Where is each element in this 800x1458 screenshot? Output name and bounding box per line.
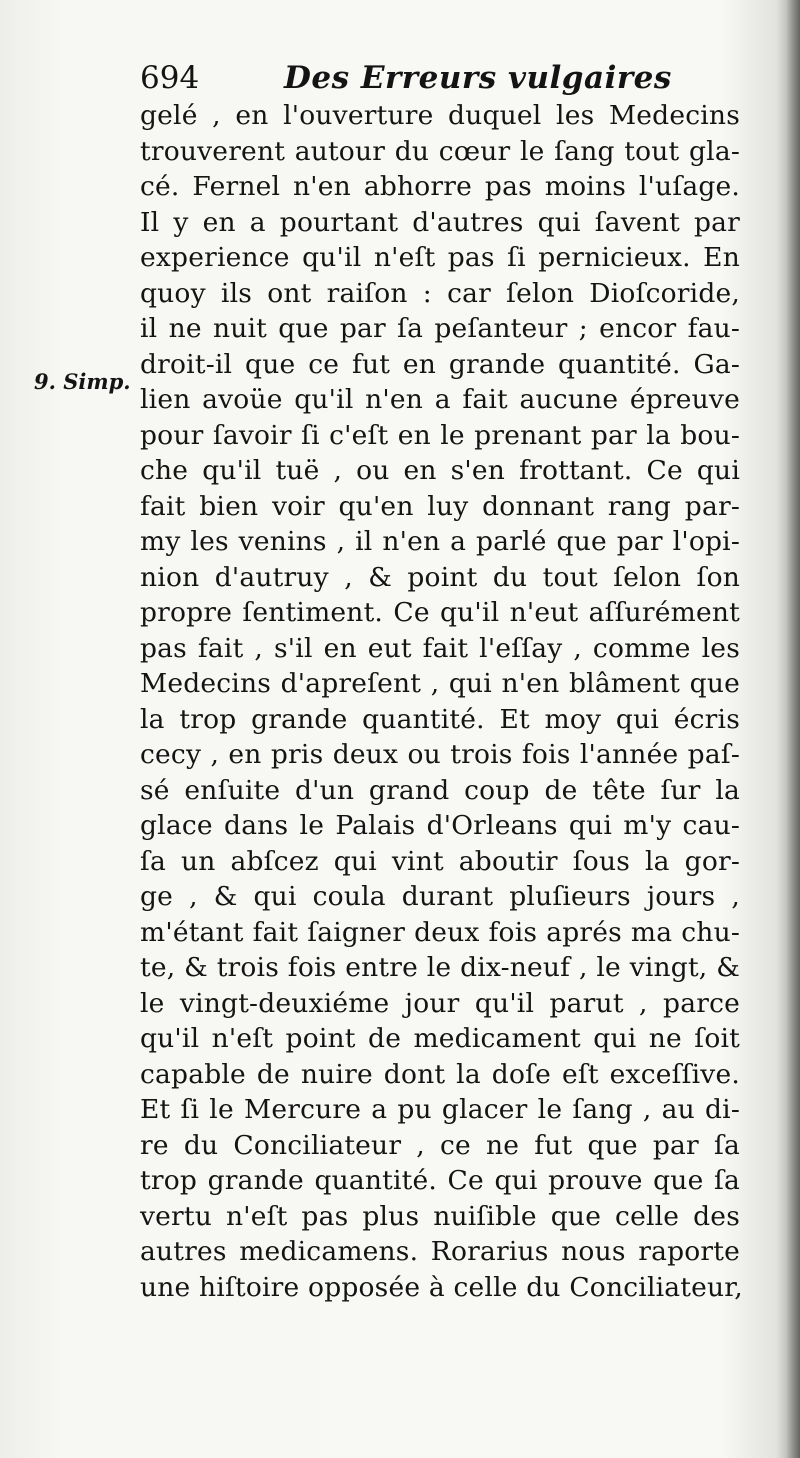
text-line: sé enſuite d'un grand coup de tête ſur la [140,774,740,806]
text-line: Medecins d'apreſent , qui n'en blâment que [140,668,740,699]
text-line: m'étant fait ſaigner deux fois aprés ma chu- [140,916,740,948]
text-line: lien avoüe qu'il n'en a fait aucune épreuve [140,384,740,415]
text-line: droit-il que ce fut en grande quantité. Ga- [140,348,740,380]
text-line: quoy ils ont raiſon : car ſelon Dioſcoride, [140,277,740,309]
body-text [140,98,743,1305]
text-line: la trop grande quantité. Et moy qui écris [140,703,740,735]
text-line: Il y en a pourtant d'autres qui ſavent par [140,206,740,238]
text-line: une hiſtoire opposée à celle du Conciliateur, [140,1271,743,1303]
text-line: my les venins , il n'en a parlé que par l'opi- [140,526,740,557]
text-line: pour ſavoir ſi c'eſt en le prenant par la bou- [140,419,740,451]
text-line: vertu n'eſt pas plus nuiſible que celle des [140,1200,740,1232]
text-line: cecy , en pris deux ou trois fois l'année paſ- [140,739,740,770]
text-line: fait bien voir qu'en luy donnant rang par- [140,490,740,522]
text-line: pas fait , s'il en eut fait l'eſſay , comme les [140,632,740,664]
page-number: 694 [140,60,200,96]
text-line: il ne nuit que par ſa peſanteur ; encor fau- [140,313,740,344]
text-line: glace dans le Palais d'Orleans qui m'y cau- [140,810,740,841]
page-header [140,58,740,98]
margin-note: 9. Simp. [34,369,131,394]
text-line: che qu'il tuë , ou en s'en frottant. Ce qui [140,455,740,486]
text-line: gelé , en l'ouverture duquel les Medecins [140,100,740,131]
running-title: Des Erreurs vulgaires [284,60,672,96]
text-line: le vingt-deuxiéme jour qu'il parut , parce [140,987,740,1019]
text-line: cé. Fernel n'en abhorre pas moins l'uſage. [140,171,740,202]
text-line: ge , & qui coula durant pluſieurs jours , [140,881,740,912]
text-line: Et ſi le Mercure a pu glacer le ſang , au di- [140,1094,740,1125]
text-line: propre ſentiment. Ce qu'il n'eut aſſurément [140,597,740,628]
text-line: capable de nuire dont la doſe eſt exceſſive. [140,1058,740,1090]
text-line: te, & trois fois entre le dix-neuf , le vingt, & [140,952,740,983]
page-edge-shadow [786,0,800,1458]
text-line: trop grande quantité. Ce qui prouve que ſa [140,1165,740,1196]
text-line: experience qu'il n'eſt pas ſi pernicieux. En [140,242,740,273]
text-line: re du Conciliateur , ce ne fut que par ſa [140,1129,740,1161]
text-line: ſa un abſcez qui vint aboutir ſous la gor- [140,845,740,877]
text-line: nion d'autruy , & point du tout ſelon ſon [140,561,740,593]
text-line: trouverent autour du cœur le ſang tout gla- [140,135,740,167]
text-line: qu'il n'eſt point de medicament qui ne ſoit [140,1023,740,1054]
text-line: autres medicamens. Rorarius nous raporte [140,1236,740,1267]
